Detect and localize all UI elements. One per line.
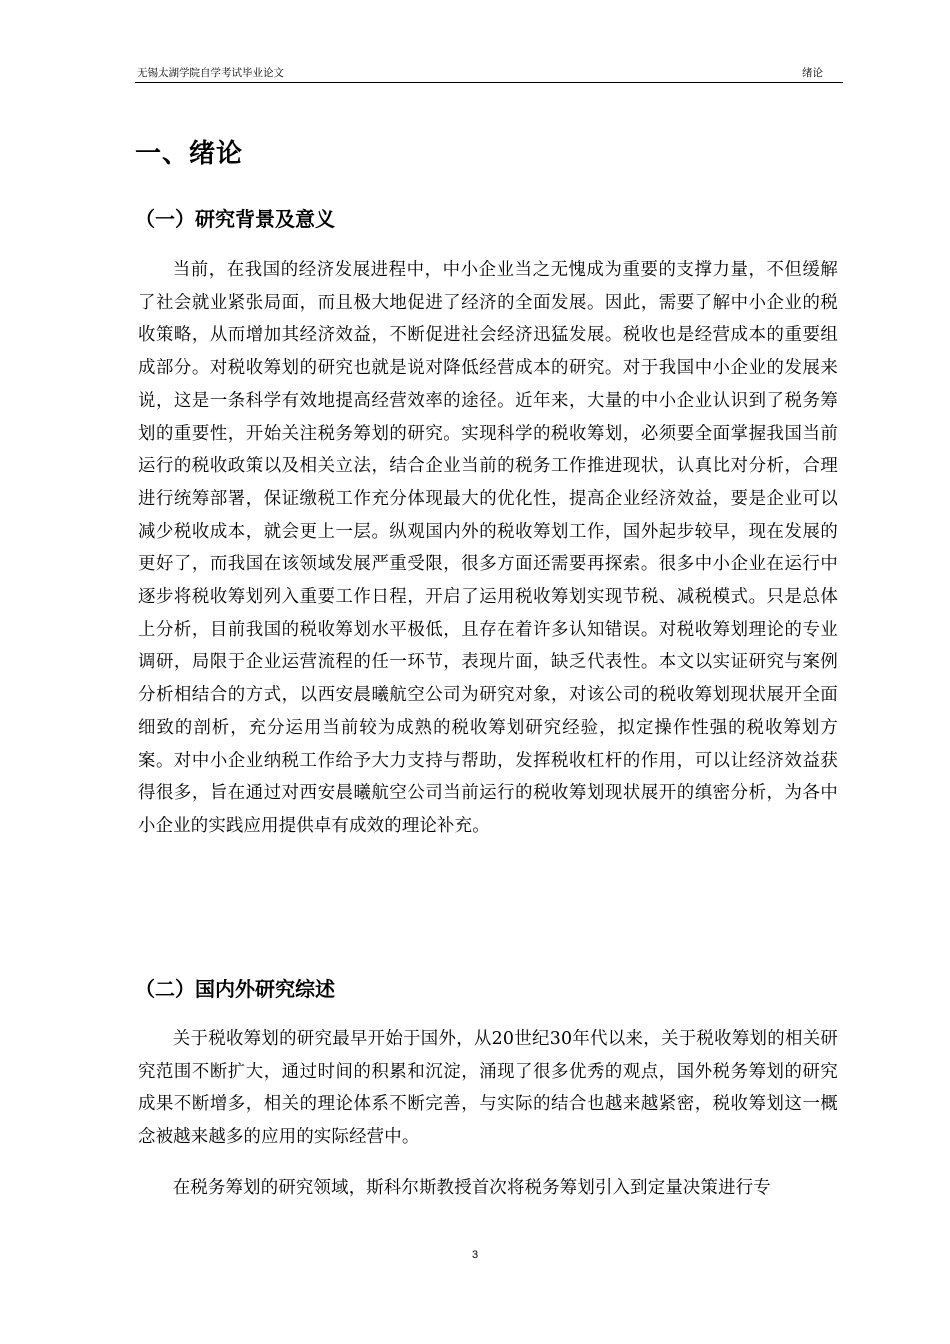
running-header <box>135 64 843 83</box>
paragraph-background: 当前，在我国的经济发展进程中，中小企业当之无愧成为重要的支撑力量，不但缓解了社会就业紧张局面，而且极大地促进了经济的全面发展。因此，需要了解中小企业的税收策略，从而增加其经济效益，不断促进社会经济迅猛发展。税收也是经营成本的重要组成部分。对税收筹划的研究也就是说对降低经营成本的研究。对于我国中小企业的发展来说，这是一条科学有效地提高经营效率的途径。近年来，大量的中小企业认识到了税务筹划的重要性，开始关注税务筹划的研究。实现科学的税收筹划，必须要全面掌握我国当前运行的税收政策以及相关立法，结合企业当前的税务工作推进现状，认真比对分析，合理进行统筹部署，保证缴税工作充分体现最大的优化性，提高企业经济效益，要是企业可以减少税收成本，就会更上一层。纵观国内外的税收筹划工作，国外起步较早，现在发展的更好了，而我国在该领域发展严重受限，很多方面还需要再探索。很多中小企业在运行中逐步将税收筹划列入重要工作日程，开启了运用税收筹划实现节税、减税模式。只是总体上分析，目前我国的税收筹划水平极低，且存在着许多认知错误。对税收筹划理论的专业调研，局限于企业运营流程的任一环节，表现片面，缺乏代表性。本文以实证研究与案例分析相结合的方式，以西安晨曦航空公司为研究对象，对该公司的税收筹划现状展开全面细致的剖析，充分运用当前较为成熟的税收筹划研究经验，拟定操作性强的税收筹划方案。对中小企业纳税工作给予大力支持与帮助，发挥税收杠杆的作用，可以让经济效益获得很多，旨在通过对西安晨曦航空公司当前运行的税收筹划现状展开的缜密分析，为各中小企业的实践应用提供卓有成效的理论补充。 <box>138 260 838 836</box>
chapter-title: 一、绪论 <box>135 139 244 169</box>
header-thesis-title: 无锡太湖学院自学考试毕业论文 <box>137 67 284 79</box>
section-title-background: （一）研究背景及意义 <box>135 207 335 231</box>
paragraph-literature-review-1: 关于税收筹划的研究最早开始于国外，从20世纪30年代以来，关于税收筹划的相关研究范围不断扩大，通过时间的积累和沉淀，涌现了很多优秀的观点，国外税务筹划的研究成果不断增多，相关的理论体系不断完善，与实际的结合也越来越紧密，税收筹划这一概念被越来越多的应用的实际经营中。 <box>138 1029 838 1148</box>
section-title-literature-review: （二）国内外研究综述 <box>135 977 335 1001</box>
paragraph-literature-review-2: 在税务筹划的研究领域，斯科尔斯教授首次将税务筹划引入到定量决策进行专 <box>172 1178 771 1198</box>
page-number: 3 <box>471 1249 479 1261</box>
header-chapter-name: 绪论 <box>802 67 823 79</box>
